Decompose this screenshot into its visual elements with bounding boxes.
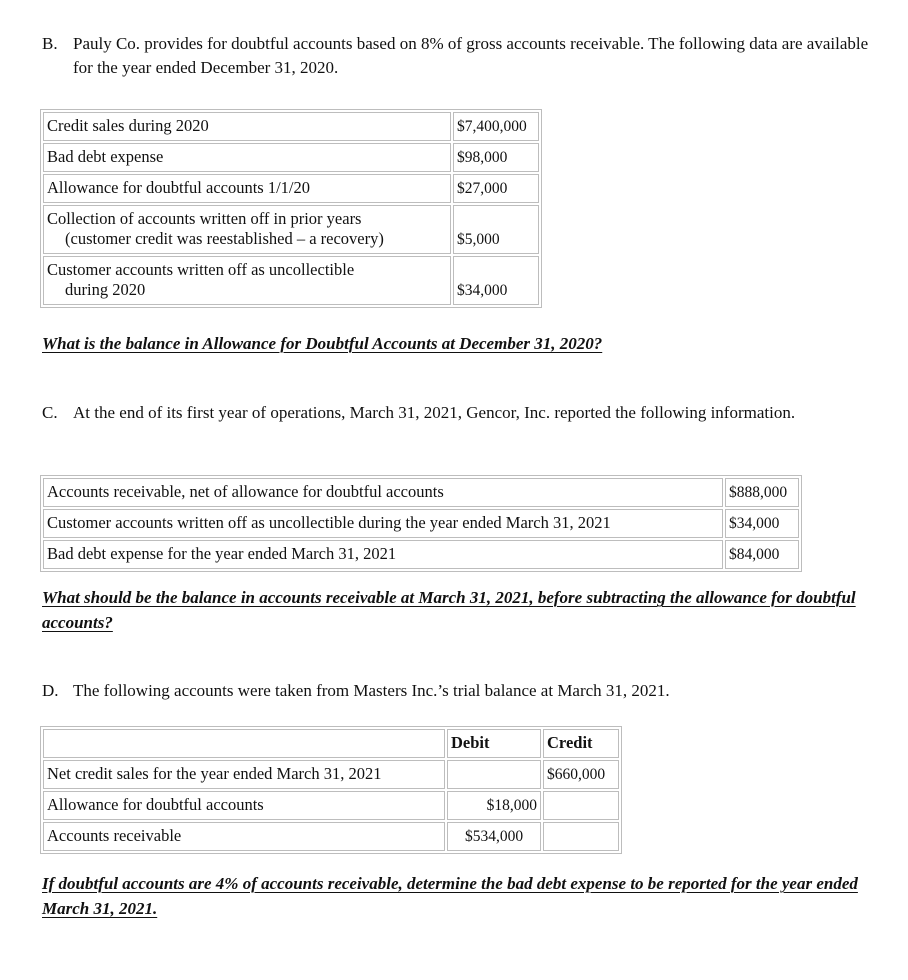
row-label: Bad debt expense [43,143,451,172]
table-header-row [43,729,619,758]
section-b-table [40,109,542,308]
row-credit [543,822,619,851]
row-label-line1: Collection of accounts written off in prior years [47,209,362,228]
table-row [43,540,799,569]
row-label: Net credit sales for the year ended March 31, 2021 [43,760,445,789]
row-value: $34,000 [725,509,799,538]
section-b-question: What is the balance in Allowance for Doubtful Accounts at December 31, 2020? [42,334,603,353]
row-value: $34,000 [453,256,539,305]
section-c-intro [42,401,888,425]
row-value: $84,000 [725,540,799,569]
row-debit: $18,000 [447,791,541,820]
row-label-line2: (customer credit was reestablished – a recovery) [65,229,384,248]
row-label-line2: during 2020 [65,280,146,299]
section-d-label: D. [42,681,59,700]
table-row [43,822,619,851]
row-debit: $534,000 [447,822,541,851]
section-c-label: C. [42,403,58,422]
row-label [43,256,451,305]
row-value: $888,000 [725,478,799,507]
section-c-question: What should be the balance in accounts receivable at March 31, 2021, before subtracting the allowance for doubtful accounts? [42,588,856,632]
section-c-text: At the end of its first year of operations, March 31, 2021, Gencor, Inc. reported the following information. [73,403,796,422]
row-label: Credit sales during 2020 [43,112,451,141]
section-b-intro [42,32,888,80]
row-value: $5,000 [453,205,539,254]
table-row [43,509,799,538]
row-credit [543,791,619,820]
row-label [43,205,451,254]
row-credit: $660,000 [543,760,619,789]
table-row [43,143,539,172]
row-label: Bad debt expense for the year ended March 31, 2021 [43,540,723,569]
section-b-text: Pauly Co. provides for doubtful accounts based on 8% of gross accounts receivable. The following data are available for the year ended December 31, 2020. [73,34,869,77]
row-label: Accounts receivable, net of allowance for doubtful accounts [43,478,723,507]
section-d-question: If doubtful accounts are 4% of accounts receivable, determine the bad debt expense to be reported for the year ended March 31, 2021. [42,874,858,918]
row-value: $98,000 [453,143,539,172]
table-row [43,760,619,789]
row-label: Customer accounts written off as uncollectible during the year ended March 31, 2021 [43,509,723,538]
row-label: Allowance for doubtful accounts 1/1/20 [43,174,451,203]
row-value: $7,400,000 [453,112,539,141]
section-d-table [40,726,622,854]
row-label: Accounts receivable [43,822,445,851]
row-debit [447,760,541,789]
row-value: $27,000 [453,174,539,203]
section-b-label: B. [42,34,58,53]
header-empty [43,729,445,758]
table-row [43,256,539,305]
table-row [43,205,539,254]
section-d-intro [42,679,888,703]
header-credit: Credit [543,729,619,758]
table-row [43,112,539,141]
section-d-text: The following accounts were taken from Masters Inc.’s trial balance at March 31, 2021. [73,681,670,700]
row-label: Allowance for doubtful accounts [43,791,445,820]
row-label-line1: Customer accounts written off as uncollectible [47,260,355,279]
section-c-table [40,475,802,572]
table-row [43,791,619,820]
table-row [43,174,539,203]
table-row [43,478,799,507]
header-debit: Debit [447,729,541,758]
